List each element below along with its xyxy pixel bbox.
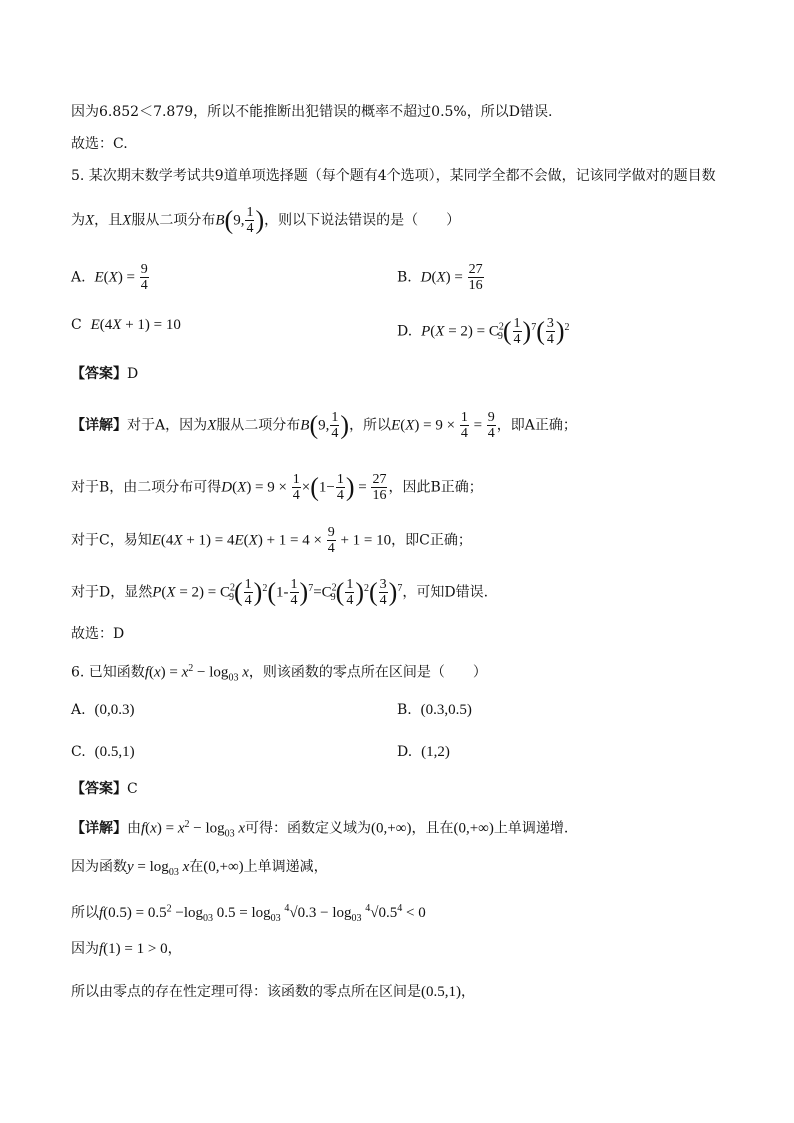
q6-option-d: D. (1,2) [397, 744, 450, 760]
detail-6-1: 【详解】由$f(x) = x^2 - \log_{03} x$可得：函数定义域为(0,+∞)，且在(0,+∞)上单调递增. [71, 819, 569, 840]
detail-6-3: 所以$f(0.5) = 0.5^2 -\log_{03}$ $0.5 = \log_{03} ^4√0.3 - \log_{03} ^4√0.5^4 < 0$ [71, 903, 426, 924]
q6-option-a: A. (0,0.3) [71, 702, 135, 718]
detail-6-5: 所以由零点的存在性定理可得：该函数的零点所在区间是(0.5,1)， [71, 984, 475, 1000]
question-5-stem-2: 为X，且X服从二项分布B(9, $\frac{1}{4}$ )，则以下说法错误的是（ ） [71, 205, 461, 236]
option-d: D. $P(X = 2) = C^2_9$( $\frac{1}{4}$ )$^7$( $\frac{3}{4}$ )$^2$ [397, 316, 570, 347]
detail-6-4: 因为f(1) = 1 > 0， [71, 941, 182, 957]
select-5: 故选：D [71, 626, 125, 642]
detail-5-c: 对于C，易知E(4X + 1) = 4E(X) + 1 = 4 × $\frac{9}{4}$ + 1 = 10，即C正确； [71, 525, 472, 556]
detail-5-b: 对于B，由二项分布可得D(X) = 9 × $\frac{1}{4}$ ×(1− $\frac{1}{4}$ ) = $\frac{27}{16}$ ，因此B正确； [71, 472, 483, 503]
q6-option-b: B. (0.3,0.5) [397, 702, 472, 718]
option-b: B. D(X) = $\frac{27}{16}$ [397, 262, 483, 293]
detail-6-2: 因为函数$y = \log_{03} x$在(0,+∞)上单调递减， [71, 859, 328, 878]
answer-5: 【答案】D [71, 366, 139, 382]
option-c: C E(4X + 1) = 10 [71, 317, 181, 333]
answer-6: 【答案】C [71, 781, 138, 797]
detail-5-d: 对于D，显然$P(X = 2) = C^2_9$( $\frac{1}{4}$ )$^2$(1- $\frac{1}{4}$ )$^7=C^2_9$( $\frac{1}{4}$ )$^2$( $\frac{3}{4}$ )$^7$，可知D错误. [71, 577, 489, 608]
select-line: 故选：C. [71, 136, 128, 152]
text-line: 因为6.852＜7.879，所以不能推断出犯错误的概率不超过0.5%，所以D错误. [71, 104, 553, 120]
question-6-stem: 6. 已知函数$f(x) = x^2 - \log_{03} x$，则该函数的零点所在区间是（ ） [71, 663, 487, 684]
option-a: A. E(X) = $\frac{9}{4}$ [71, 262, 148, 293]
question-5-stem: 5. 某次期末数学考试共9道单项选择题（每个题有4个选项），某同学全都不会做，记该同学做对的题目数 [71, 168, 716, 184]
detail-5-a: 【详解】对于A，因为X服从二项分布B(9, $\frac{1}{4}$ )，所以E(X) = 9 × $\frac{1}{4}$ = $\frac{9}{4}$ ，即A正确； [71, 410, 577, 441]
q6-option-c: C. (0.5,1) [71, 744, 135, 760]
